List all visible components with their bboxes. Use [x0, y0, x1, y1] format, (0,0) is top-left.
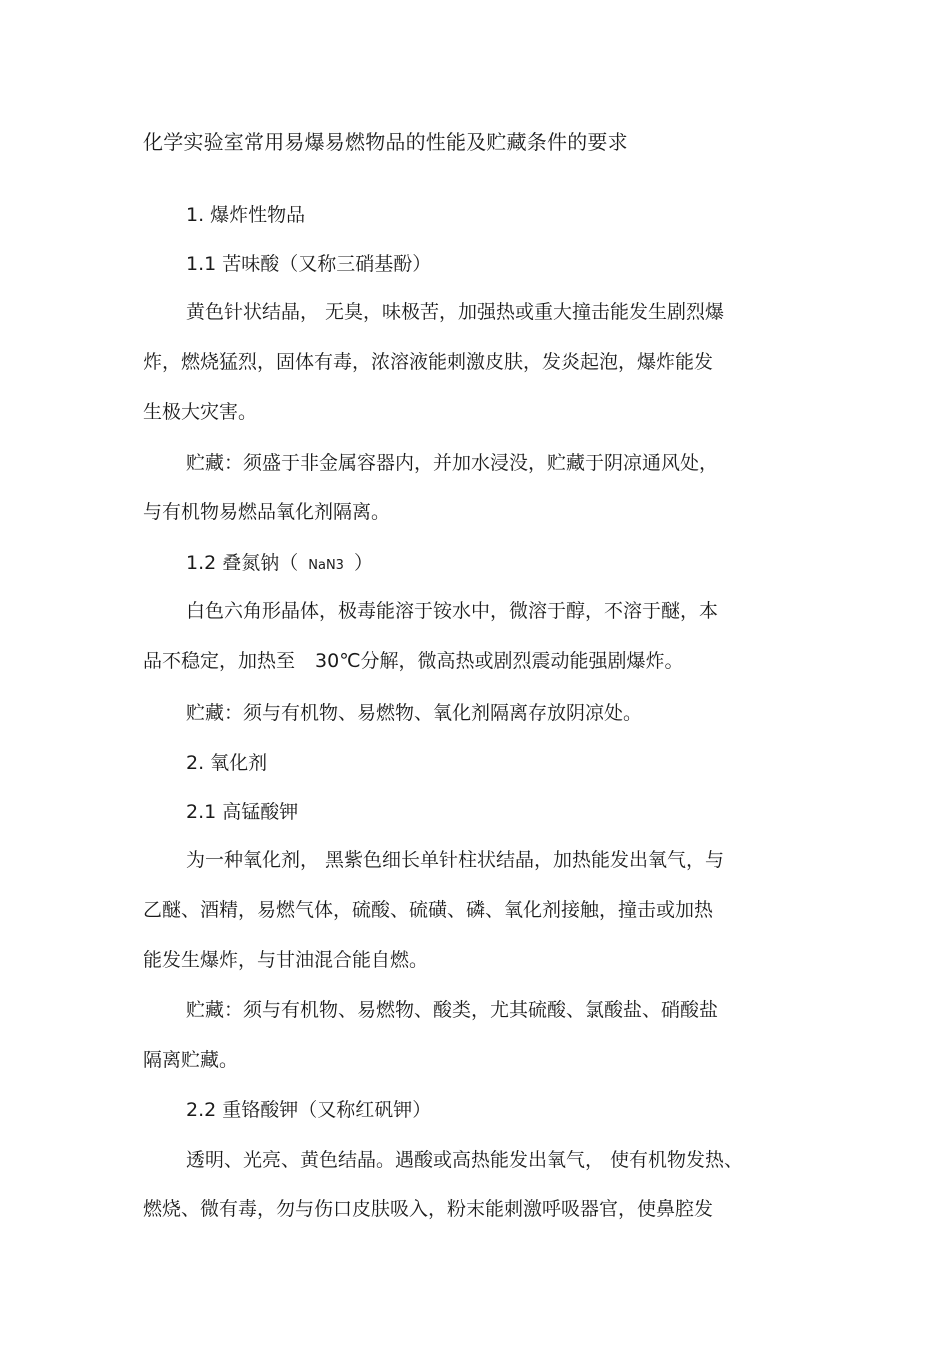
paragraph-line: 白色六角形晶体，极毒能溶于铵水中，微溶于醇，不溶于醚，本 — [186, 600, 719, 622]
paragraph-line: 黄色针状结晶， 无臭，味极苦，加强热或重大撞击能发生剧烈爆 — [186, 301, 725, 323]
paragraph-line — [143, 646, 684, 676]
subsection-heading-sodium-azide — [186, 548, 373, 581]
subsection-heading-potassium-permanganate: 2.1 高锰酸钾 — [186, 801, 299, 823]
paragraph-line: 乙醚、酒精，易燃气体，硫酸、硫磺、磷、氧化剂接触，撞击或加热 — [143, 899, 714, 921]
subsection-heading-picric-acid: 1.1 苦味酸（又称三硝基酚） — [186, 253, 432, 275]
paragraph-line: 炸，燃烧猛烈，固体有毒，浓溶液能刺激皮肤，发炎起泡，爆炸能发 — [143, 351, 714, 373]
paragraph-line: 生极大灾害。 — [143, 401, 258, 423]
paragraph-line: 能发生爆炸，与甘油混合能自燃。 — [143, 949, 429, 971]
paragraph-line: 燃烧、微有毒，勿与伤口皮肤吸入，粉末能刺激呼吸器官，使鼻腔发 — [143, 1198, 714, 1220]
paragraph-line: 透明、光亮、黄色结晶。遇酸或高热能发出氧气， 使有机物发热、 — [186, 1149, 744, 1171]
paragraph-line: 隔离贮藏。 — [143, 1049, 239, 1071]
paragraph-line: 为一种氧化剂， 黑紫色细长单针柱状结晶，加热能发出氧气，与 — [186, 849, 725, 871]
section-heading-explosives: 1. 爆炸性物品 — [186, 204, 306, 226]
paragraph-line: 贮藏：须盛于非金属容器内，并加水浸没，贮藏于阴凉通风处， — [186, 452, 719, 474]
section-heading-oxidizers: 2. 氧化剂 — [186, 752, 268, 774]
paragraph-text: 30℃分解，微高热或剧烈震动能强剧爆炸。 — [315, 650, 684, 672]
heading-text: 1.2 叠氮钠（ — [186, 552, 299, 574]
paragraph-text: 品不稳定，加热至 — [143, 650, 296, 672]
subsection-heading-potassium-dichromate: 2.2 重铬酸钾（又称红矾钾） — [186, 1099, 432, 1121]
chemical-formula: NaN3 — [308, 558, 344, 573]
paragraph-line: 与有机物易燃品氧化剂隔离。 — [143, 501, 391, 523]
paragraph-line: 贮藏：须与有机物、易燃物、酸类，尤其硫酸、氯酸盐、硝酸盐 — [186, 999, 719, 1021]
heading-text: ） — [353, 552, 373, 574]
paragraph-line: 贮藏：须与有机物、易燃物、氧化剂隔离存放阴凉处。 — [186, 702, 643, 724]
document-title: 化学实验室常用易爆易燃物品的性能及贮藏条件的要求 — [143, 130, 628, 154]
